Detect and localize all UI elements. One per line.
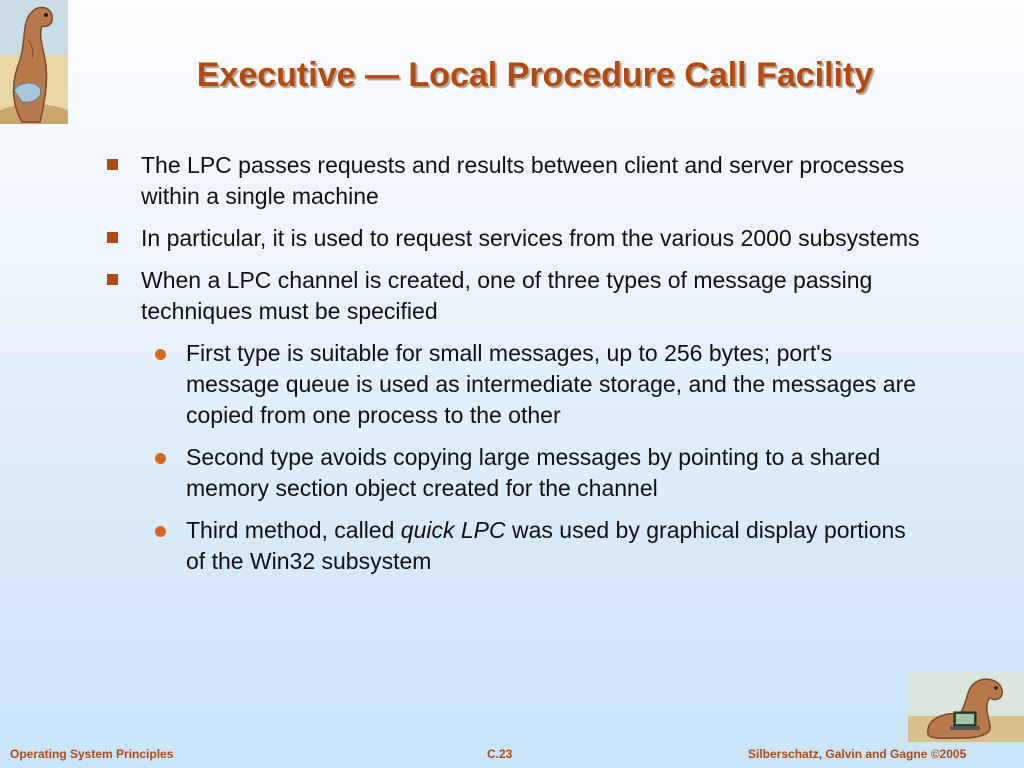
quick-lpc-term: quick LPC: [400, 517, 506, 543]
dinosaur-laptop-icon: [908, 672, 1024, 742]
bullet-item: [100, 265, 930, 327]
dot-bullet-icon: [155, 526, 166, 537]
footer-copyright: Silberschatz, Galvin and Gagne ©2005: [748, 747, 967, 761]
dot-bullet-icon: [155, 349, 166, 360]
subbullet-text: Second type avoids copying large messages by pointing to a shared memory section object created for the channel: [186, 444, 881, 501]
bullet-text: The LPC passes requests and results between client and server processes within a single machine: [141, 152, 905, 209]
square-bullet-icon: [107, 232, 118, 243]
subbullet-text: First type is suitable for small messages, up to 256 bytes; port's message queue is used as intermediate storage, and the messages are copied from one process to the other: [186, 340, 917, 428]
subbullet-item: [146, 338, 930, 431]
slide-title: Executive — Local Procedure Call Facility: [196, 56, 874, 94]
footer-slide-number: C.23: [487, 747, 513, 761]
square-bullet-icon: [107, 274, 118, 285]
bullet-text: When a LPC channel is created, one of three types of message passing techniques must be specified: [141, 267, 873, 324]
bullet-list: [100, 150, 930, 588]
footer-course-name: Operating System Principles: [10, 747, 174, 761]
subbullet-item: [146, 515, 930, 577]
subbullet-item: [146, 442, 930, 504]
dot-bullet-icon: [155, 453, 166, 464]
bullet-item: [100, 150, 930, 212]
bullet-item: [100, 223, 930, 254]
bullet-text: In particular, it is used to request services from the various 2000 subsystems: [141, 225, 920, 251]
square-bullet-icon: [107, 159, 118, 170]
subbullet-text: Third method, called quick LPC was used by graphical display portions of the Win32 subsystem: [186, 517, 906, 574]
